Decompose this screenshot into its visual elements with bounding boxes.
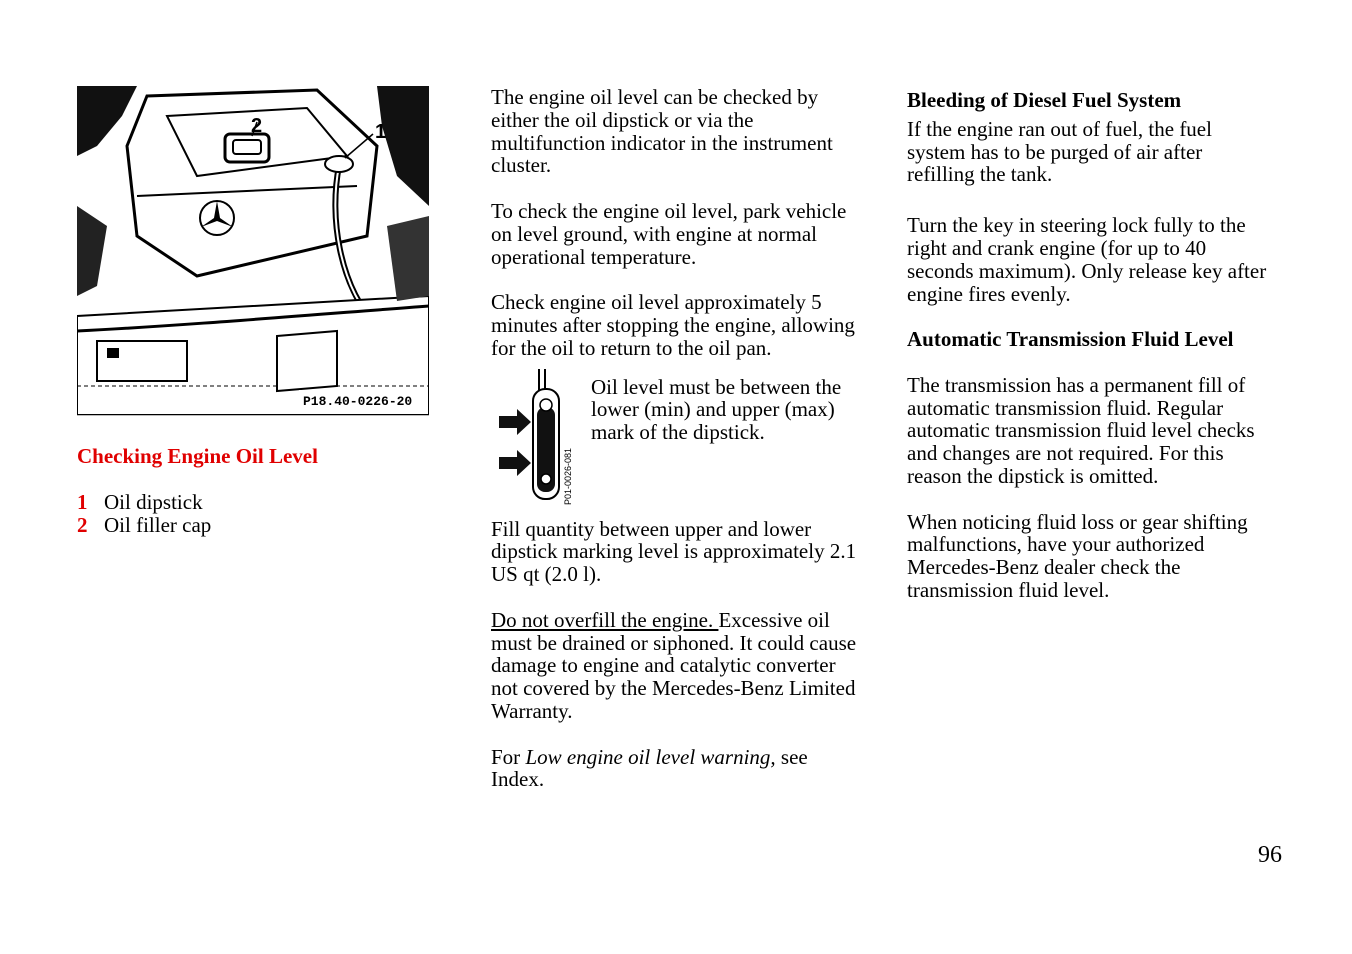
legend-number: 2: [77, 512, 88, 537]
figure-legend: [77, 491, 429, 537]
dipstick-caption: Oil level must be between the lower (min) and upper (max) mark of the dipstick.: [591, 374, 842, 445]
paragraph: The transmission has a permanent fill of automatic transmission fluid. Regular automatic transmission fluid level checks and changes are not required. For this reason the dipstick is omitted.: [907, 372, 1255, 488]
dipstick-figure-block: [491, 367, 863, 507]
index-reference: Low engine oil level warning,: [525, 744, 776, 769]
dipstick-figure: [491, 367, 575, 507]
legend-label: Oil dipstick: [104, 489, 203, 514]
left-column: [77, 86, 429, 536]
section-heading: Bleeding of Diesel Fuel System: [907, 88, 1182, 112]
figure-code: P18.40-0226-20: [303, 394, 413, 409]
text-suffix: see Index.: [491, 744, 808, 792]
paragraph: Check engine oil level approximately 5 minutes after stopping the engine, allowing for the oil to return to the oil pan.: [491, 290, 855, 360]
middle-column: [491, 86, 863, 791]
paragraph: To check the engine oil level, park vehicle on level ground, with engine at normal operational temperature.: [491, 198, 847, 269]
paragraph-see-index: [491, 746, 863, 792]
text-prefix: For: [491, 744, 526, 769]
right-column: [907, 89, 1267, 602]
paragraph-warning: [491, 609, 863, 723]
paragraph: The engine oil level can be checked by either the oil dipstick or via the multifunction indicator in the instrument cluster.: [491, 85, 833, 178]
paragraph: Turn the key in steering lock fully to the right and crank engine (for up to 40 seconds maximum). Only release key after engine fires evenly.: [907, 213, 1267, 306]
legend-label: Oil filler cap: [104, 512, 212, 537]
warning-text: Excessive oil must be drained or siphoned. It could cause damage to engine and catalytic converter not covered by the Mercedes-Benz Limited Warranty.: [491, 607, 857, 723]
legend-item: [77, 514, 429, 537]
section-heading: Checking Engine Oil Level: [77, 444, 318, 468]
page-number: 96: [1258, 842, 1282, 868]
paragraph: If the engine ran out of fuel, the fuel system has to be purged of air after refilling the tank.: [907, 116, 1212, 187]
paragraph: When noticing fluid loss or gear shifting malfunctions, have your authorized Mercedes-Benz dealer check the transmission fluid level.: [907, 509, 1248, 602]
paragraph: Fill quantity between upper and lower dipstick marking level is approximately 2.1 US qt (2.0 l).: [491, 516, 857, 587]
legend-item: [77, 491, 429, 514]
callout-1: 1: [375, 121, 387, 143]
underlined-warning: Do not overfill the engine.: [491, 607, 719, 632]
dipstick-figure-code: P01-0026-081: [563, 447, 573, 505]
callout-2: 2: [251, 115, 263, 137]
legend-number: 1: [77, 489, 88, 514]
section-heading: Automatic Transmission Fluid Level: [907, 327, 1234, 352]
engine-compartment-figure: [77, 86, 429, 416]
